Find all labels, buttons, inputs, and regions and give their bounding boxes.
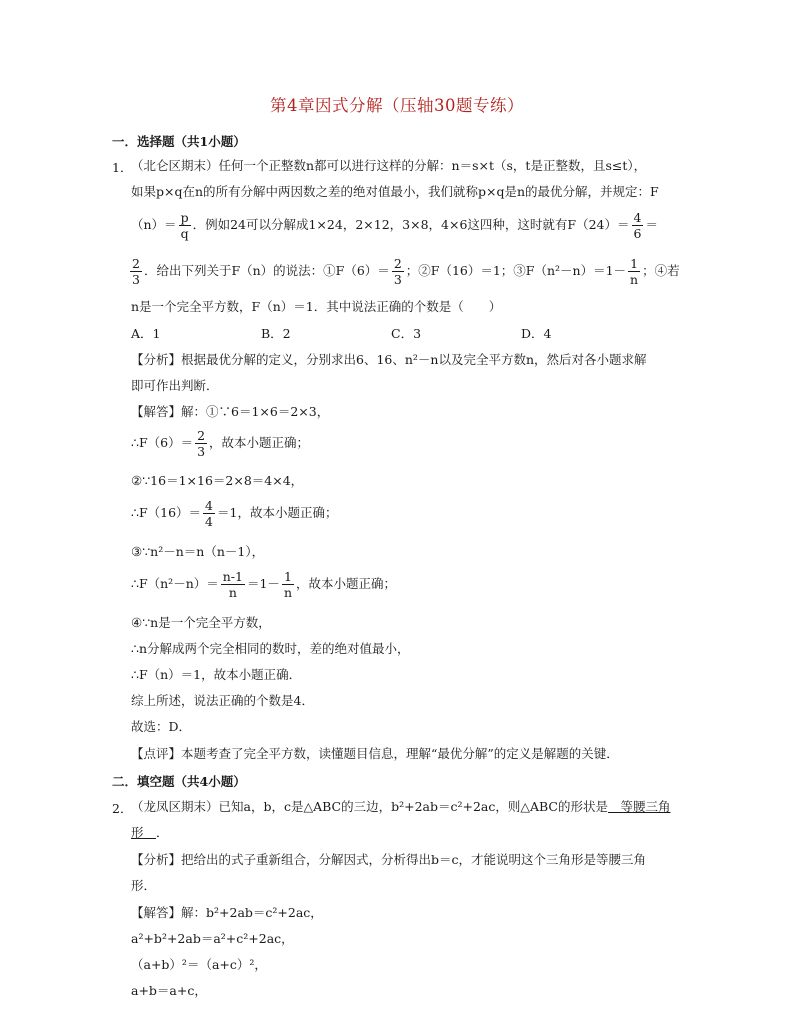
denominator: 6 [633,226,642,241]
fraction-p-over-q [179,210,191,241]
denominator: 4 [205,514,213,529]
numerator: 2 [132,256,140,271]
numerator: 1 [282,569,294,585]
section-heading-fill: 二．填空题（共4小题） [112,774,246,789]
q2-analysis-1: 【分析】把给出的式子重新组合，分解因式，分析得出b＝c，才能说明这个三角形是等腰三角 [131,852,647,867]
text: ∴F（6）＝ [131,435,194,450]
q1-analysis-2: 即可作出判断． [131,378,219,393]
option-b: B．2 [261,326,291,341]
fraction-4-over-6 [632,210,644,241]
numerator: 4 [633,210,642,225]
text: ＝1－ [246,576,280,591]
numerator: 2 [393,256,402,271]
denominator: 3 [197,444,206,459]
option-c: C．3 [391,326,422,341]
text: ．给出下列关于F（n）的说法：①F（6）＝ [143,263,390,278]
question-number: 2． [112,801,133,816]
q2-solution-3: （a+b）²＝（a+c）²， [131,957,267,972]
q1-solution-6 [131,569,396,600]
numerator: n-1 [222,569,243,584]
q1-solution-5: ③∵n²－n＝n（n－1）， [131,544,265,559]
answer-blank: 形 [131,825,157,840]
fraction-1-over-n [628,256,640,287]
q2-solution-2: a²+b²+2ab＝a²+c²+2ac， [131,931,294,946]
fraction-1-over-n [282,569,294,600]
q1-line-2: 如果p×q在n的所有分解中两因数之差的绝对值最小，我们就称p×q是n的最优分解，并规定：F [131,184,659,199]
section-heading-choice: 一．选择题（共1小题） [112,134,246,149]
text: ∴F（16）＝ [131,505,202,520]
q1-solution-9: ∴F（n）＝1，故本小题正确． [131,667,302,682]
text: ． [156,825,169,840]
answer-blank: 等腰三角 [608,799,671,814]
fraction-n-minus-1-over-n [221,569,245,600]
option-d: D．4 [521,326,552,341]
denominator: n [228,585,237,600]
q1-analysis-1: 【分析】根据最优分解的定义，分别求出6、16、n²－n以及完全平方数n，然后对各小题求解 [131,352,647,367]
q1-line-4 [128,256,680,287]
fraction-2-over-3 [195,428,207,459]
denominator: q [180,226,189,241]
q1-solution-10: 综上所述，说法正确的个数是4． [131,693,314,708]
q1-solution-4 [131,498,337,529]
q1-solution-2 [131,428,309,459]
q2-solution-1: 【解答】解：b²+2ab＝c²+2ac， [131,905,323,920]
denominator: 3 [132,272,140,287]
fraction-4-over-4 [203,498,215,529]
q2-line-2 [131,824,169,842]
numerator: 1 [628,256,640,272]
text: ．例如24可以分解成1×24，2×12，3×8，4×6这四种，这时就有F（24）＝ [192,217,630,232]
numerator: p [180,210,189,225]
text: ；②F（16）＝1；③F（n²－n）＝1－ [405,263,627,278]
q1-options [131,325,651,343]
text: ∴F（n²－n）＝ [131,576,219,591]
text: ＝ [645,217,658,232]
numerator: 2 [197,428,206,443]
option-a: A．1 [131,326,161,341]
fraction-2-over-3 [392,256,404,287]
q2-analysis-2: 形． [131,878,157,893]
text: ，故本小题正确； [296,576,397,591]
text: ；④若 [642,263,680,278]
denominator: n [630,272,639,287]
q1-line-3 [131,210,658,241]
denominator: n [283,585,292,600]
q1-solution-3: ②∵16＝1×16＝2×8＝4×4， [131,473,304,488]
denominator: 3 [393,272,402,287]
page-title: 第4章因式分解（压轴30题专练） [270,96,524,115]
q1-comment: 【点评】本题考查了完全平方数，读懂题目信息，理解“最优分解”的定义是解题的关键． [131,746,619,761]
q1-solution-11: 故选：D． [131,719,192,734]
q1-solution-7: ④∵n是一个完全平方数， [131,615,271,630]
text: （n）＝ [131,217,177,232]
q2-solution-4: a+b＝a+c， [131,983,207,998]
fraction-2-over-3 [130,256,142,287]
text: ＝1，故本小题正确； [217,505,338,520]
text: （龙凤区期末）已知a，b，c是△ABC的三边，b²+2ab＝c²+2ac，则△ABC的形状是 [131,799,608,814]
text: ，故本小题正确； [209,435,310,450]
numerator: 4 [205,498,213,513]
q2-line-1 [131,798,671,816]
question-number: 1． [112,160,133,175]
q1-line-1: （北仑区期末）任何一个正整数n都可以进行这样的分解：n＝s×t（s，t是正整数，且s≤t）， [131,158,647,173]
q1-solution-8: ∴n分解成两个完全相同的数时，差的绝对值最小， [131,641,410,656]
q1-line-5: n是一个完全平方数，F（n）＝1．其中说法正确的个数是（ ） [131,299,502,314]
q1-solution-1: 【解答】解：①∵6＝1×6＝2×3， [131,404,330,419]
